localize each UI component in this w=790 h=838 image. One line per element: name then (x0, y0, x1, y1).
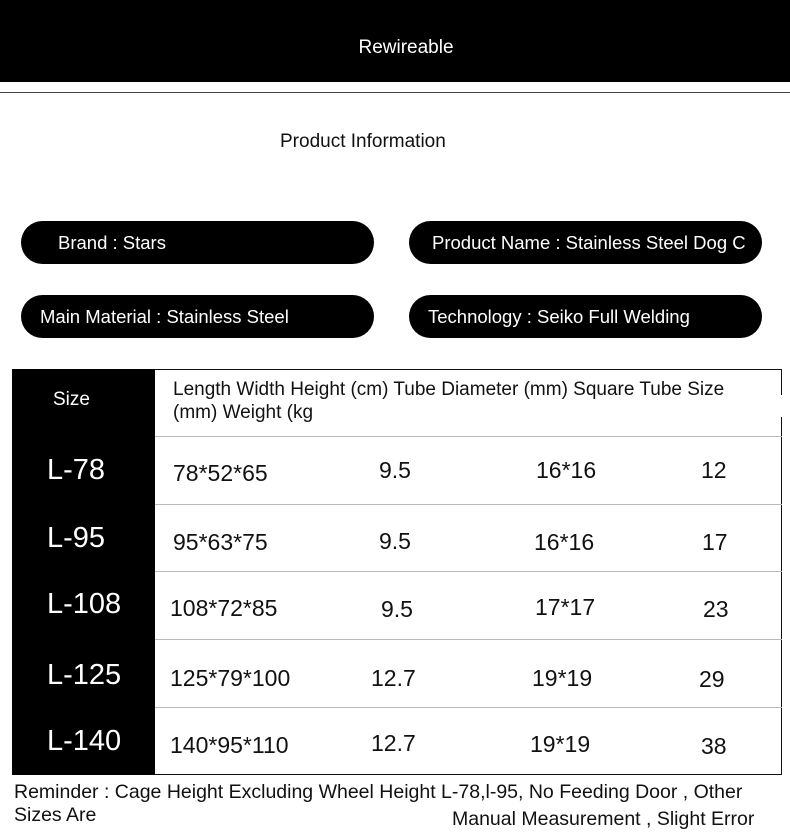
reminder-line-2: Sizes Are (14, 804, 97, 826)
size-column (12, 369, 155, 775)
square-tube-cell: 19*19 (530, 731, 591, 757)
brand-label: Brand : Stars (58, 232, 166, 253)
size-cell-l125: L-125 (47, 659, 122, 691)
weight-cell: 17 (702, 529, 728, 555)
section-title: Product Information (280, 131, 446, 152)
size-cell-l78: L-78 (47, 454, 106, 486)
top-banner (0, 0, 790, 82)
weight-cell: 29 (699, 666, 725, 692)
weight-cell: 23 (703, 596, 729, 622)
row-divider (155, 571, 782, 572)
product-name-pill (409, 221, 762, 264)
dimensions-cell: 125*79*100 (170, 665, 291, 691)
dimensions-cell: 78*52*65 (173, 460, 268, 486)
row-divider (155, 707, 782, 708)
technology-pill (409, 295, 762, 338)
main-material-label: Main Material : Stainless Steel (40, 306, 289, 327)
square-tube-cell: 19*19 (532, 665, 593, 691)
tube-diameter-cell: 9.5 (379, 457, 411, 483)
square-tube-cell: 16*16 (536, 457, 597, 483)
weight-cell: 12 (701, 457, 727, 483)
size-cell-l95: L-95 (47, 522, 106, 554)
technology-label: Technology : Seiko Full Welding (428, 306, 690, 327)
divider (0, 92, 790, 93)
table-data-area (155, 369, 782, 775)
square-tube-cell: 17*17 (535, 594, 596, 620)
tube-diameter-cell: 12.7 (371, 665, 416, 691)
size-cell-l140: L-140 (47, 725, 122, 757)
tube-diameter-cell: 9.5 (381, 596, 413, 622)
brand-pill (21, 221, 374, 264)
size-cell-l108: L-108 (47, 588, 122, 620)
banner-title: Rewireable (358, 37, 454, 58)
weight-cell: 38 (701, 733, 727, 759)
square-tube-cell: 16*16 (534, 529, 595, 555)
product-name-label: Product Name : Stainless Steel Dog C (432, 232, 746, 253)
size-header: Size (53, 389, 90, 410)
reminder-line-3: Manual Measurement , Slight Error (452, 808, 755, 830)
dimensions-cell: 95*63*75 (173, 529, 268, 555)
column-headers: Length Width Height (cm) Tube Diameter (mm) Square Tube Size (mm) Weight (kg (173, 379, 725, 423)
dimensions-cell: 108*72*85 (170, 595, 278, 621)
tube-diameter-cell: 12.7 (371, 730, 416, 756)
reminder-line-1: Reminder : Cage Height Excluding Wheel Height L-78,l-95, No Feeding Door , Other (14, 781, 743, 803)
row-divider (155, 436, 782, 437)
row-divider (155, 639, 782, 640)
main-material-pill (21, 295, 374, 338)
row-divider (155, 504, 782, 505)
header-mask (774, 395, 790, 417)
spec-table (12, 369, 782, 775)
dimensions-cell: 140*95*110 (170, 732, 289, 758)
tube-diameter-cell: 9.5 (379, 528, 411, 554)
